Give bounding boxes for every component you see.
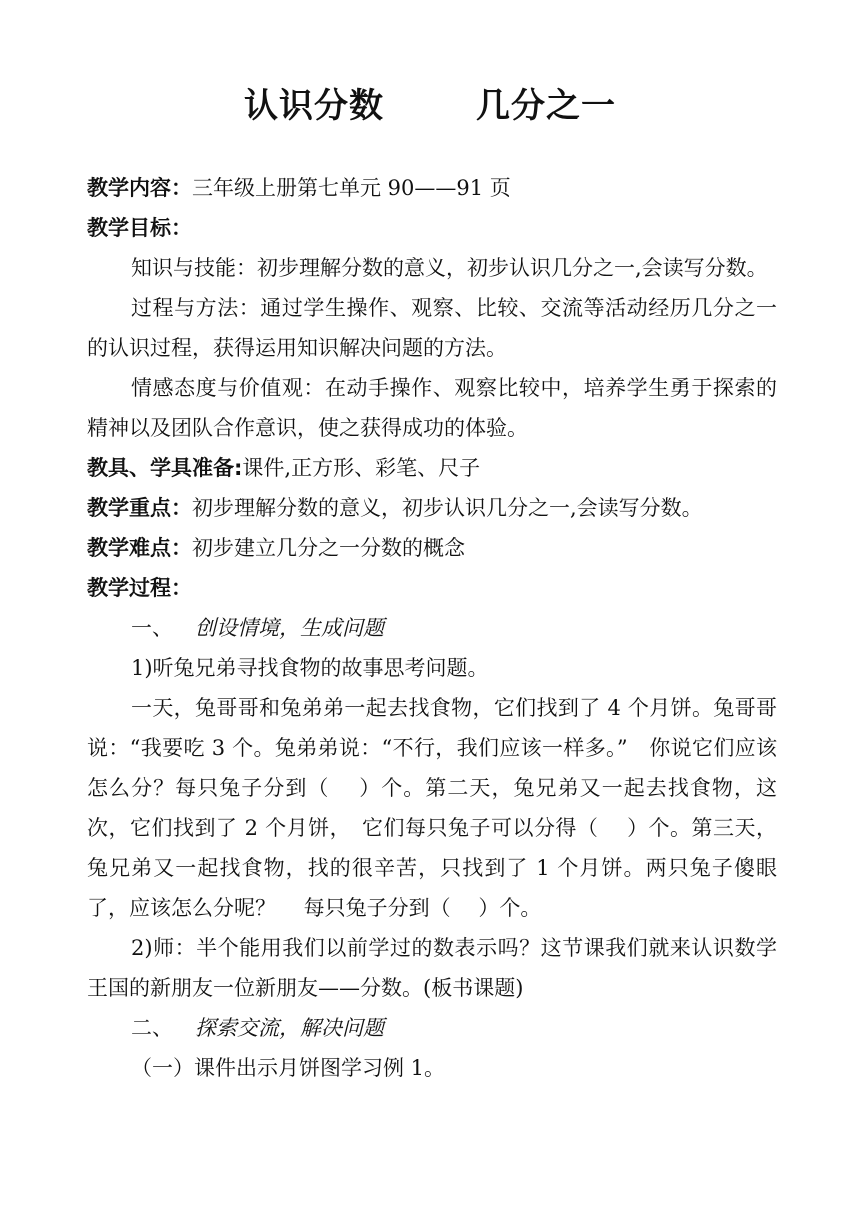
- story-paragraph: 一天，兔哥哥和兔弟弟一起去找食物，它们找到了 4 个月饼。兔哥哥说：“我要吃 3 个。兔弟弟说：“不行，我们应该一样多。” 你说它们应该怎么分？每只兔子分到（ ）个。第二天，兔兄弟又一起去找食物，这次，它们找到了 2 个月饼， 它们每只兔子可以分得（ ）个。第三天，兔兄弟又一起找食物，找的很辛苦，只找到了 1 个月饼。两只兔子傻眼了，应该怎么分呢？ 每只兔子分到（ ）个。: [87, 696, 777, 920]
- key-point-label: 教学重点：: [87, 496, 192, 520]
- document-body: [87, 168, 777, 1088]
- key-point-text: 初步理解分数的意义，初步认识几分之一,会读写分数。: [192, 496, 703, 520]
- title-right: 几分之一: [476, 86, 616, 126]
- difficulty-text: 初步建立几分之一分数的概念: [192, 536, 465, 560]
- materials-text: 课件,正方形、彩笔、尺子: [242, 456, 481, 480]
- key-point-line: [87, 488, 777, 528]
- goal-knowledge: 知识与技能：初步理解分数的意义，初步认识几分之一,会读写分数。: [131, 256, 768, 280]
- section-two-title: 探索交流，解决问题: [195, 1016, 384, 1040]
- teaching-content-label: 教学内容：: [87, 176, 192, 200]
- difficulty-line: [87, 528, 777, 568]
- process-heading: 教学过程：: [87, 576, 192, 600]
- story-question: 1)听兔兄弟寻找食物的故事思考问题。: [131, 656, 489, 680]
- teaching-content-text: 三年级上册第七单元 90——91 页: [192, 176, 511, 200]
- teaching-goals-heading: 教学目标：: [87, 216, 192, 240]
- teacher-paragraph: 2)师：半个能用我们以前学过的数表示吗？这节课我们就来认识数学王国的新朋友一位新朋友——分数。(板书课题): [87, 936, 777, 1000]
- section-two-number: 二、: [131, 1016, 173, 1040]
- goal-process: 过程与方法：通过学生操作、观察、比较、交流等活动经历几分之一的认识过程，获得运用知识解决问题的方法。: [87, 296, 777, 360]
- page-title: [0, 78, 860, 127]
- materials-line: [87, 448, 777, 488]
- section-one-heading: [87, 608, 777, 648]
- difficulty-label: 教学难点：: [87, 536, 192, 560]
- subsection-one: （一）课件出示月饼图学习例 1。: [131, 1056, 446, 1080]
- teaching-content-line: [87, 168, 777, 208]
- section-one-number: 一、: [131, 616, 173, 640]
- goal-attitude: 情感态度与价值观：在动手操作、观察比较中，培养学生勇于探索的精神以及团队合作意识，使之获得成功的体验。: [87, 376, 777, 440]
- title-left: 认识分数: [244, 86, 384, 126]
- section-two-heading: [87, 1008, 777, 1048]
- materials-label: 教具、学具准备:: [87, 456, 243, 480]
- section-one-title: 创设情境，生成问题: [195, 616, 384, 640]
